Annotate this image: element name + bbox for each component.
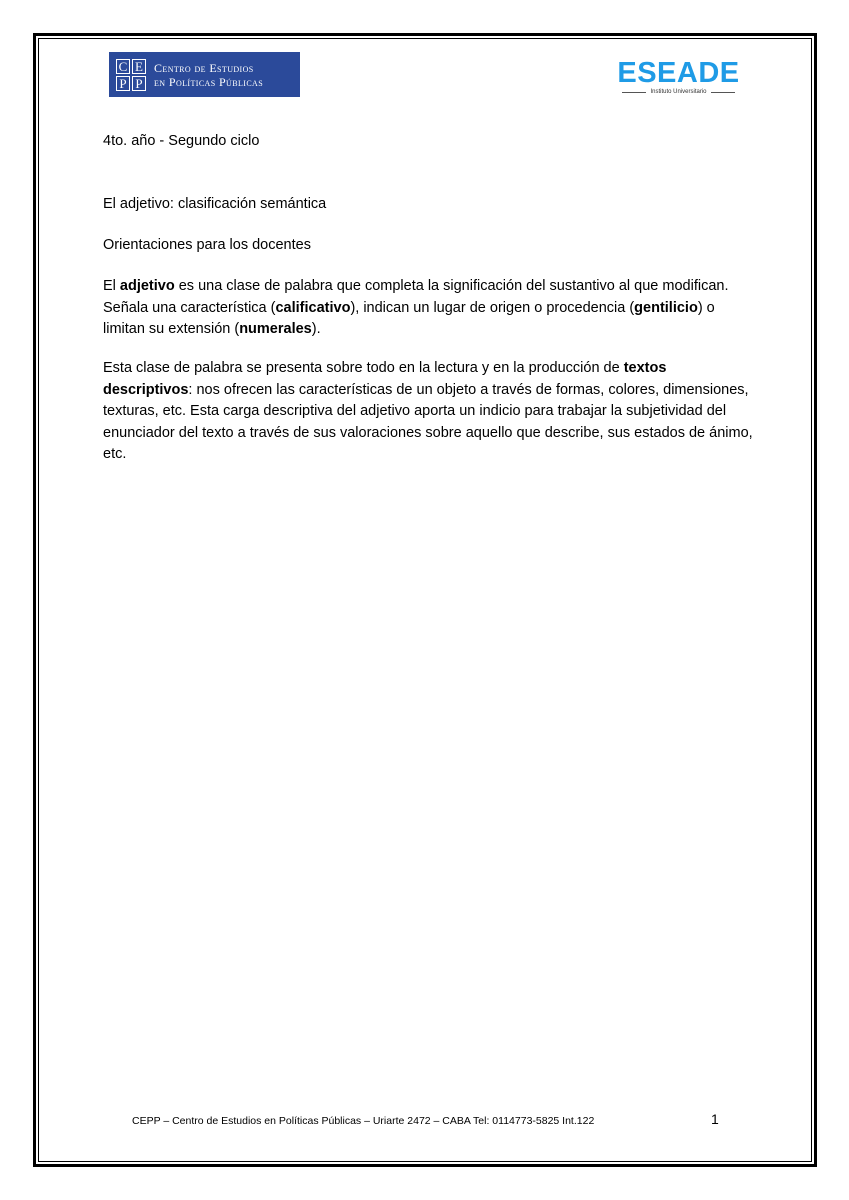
- cepp-letter: P: [132, 76, 146, 91]
- eseade-logo-word: ESEADE: [617, 57, 740, 89]
- paragraph-adjetivo: [103, 276, 753, 341]
- course-line: 4to. año - Segundo ciclo: [103, 133, 260, 149]
- bold-term: calificativo: [275, 299, 351, 316]
- eseade-logo-subtitle-row: [612, 89, 745, 95]
- eseade-logo-subtitle: Instituto Universitario: [650, 89, 707, 95]
- text-run: ), indican un lugar de origen o procedencia (: [350, 299, 635, 316]
- topic-title: El adjetivo: clasificación semántica: [103, 196, 327, 212]
- text-run: ).: [311, 321, 321, 337]
- cepp-letter: E: [132, 59, 146, 74]
- bold-term: gentilicio: [634, 299, 698, 316]
- text-run: Esta clase de palabra se presenta sobre todo en la lectura y en la producción de: [103, 360, 624, 376]
- bold-term: numerales: [239, 321, 312, 337]
- page-number: 1: [711, 1111, 719, 1127]
- eseade-logo: [612, 58, 745, 100]
- text-run: es una clase de palabra que completa la significación del sustantivo al que modifican. Señala una característica (: [103, 278, 729, 316]
- cepp-letter: P: [116, 76, 130, 91]
- cepp-logo-line1: Centro de Estudios: [154, 60, 254, 75]
- text-run: El: [103, 278, 120, 294]
- eseade-rule-left: [622, 92, 646, 93]
- cepp-letter: C: [116, 59, 130, 74]
- bold-term: textos descriptivos: [103, 360, 667, 398]
- cepp-logo-name: [154, 61, 263, 89]
- section-title: Orientaciones para los docentes: [103, 237, 311, 253]
- paragraph-textos-descriptivos: [103, 358, 753, 466]
- footer-contact: CEPP – Centro de Estudios en Políticas Públicas – Uriarte 2472 – CABA Tel: 0114773-5825 Int.122: [132, 1115, 595, 1127]
- cepp-logo: [109, 52, 300, 97]
- cepp-logo-line2: en Políticas Públicas: [154, 74, 264, 89]
- text-run: ) o limitan su extensión (: [103, 299, 715, 337]
- text-run: : nos ofrecen las características de un objeto a través de formas, colores, dimensiones, texturas, etc. Esta carga descriptiva del adjetivo aporta un indicio para trabajar la subjetividad del enunciador del texto a través de sus valoraciones sobre aquello que describe, sus estados de ánimo, etc.: [103, 381, 753, 462]
- bold-term: adjetivo: [119, 278, 175, 294]
- cepp-logo-monogram: [116, 59, 146, 91]
- eseade-rule-right: [711, 92, 735, 93]
